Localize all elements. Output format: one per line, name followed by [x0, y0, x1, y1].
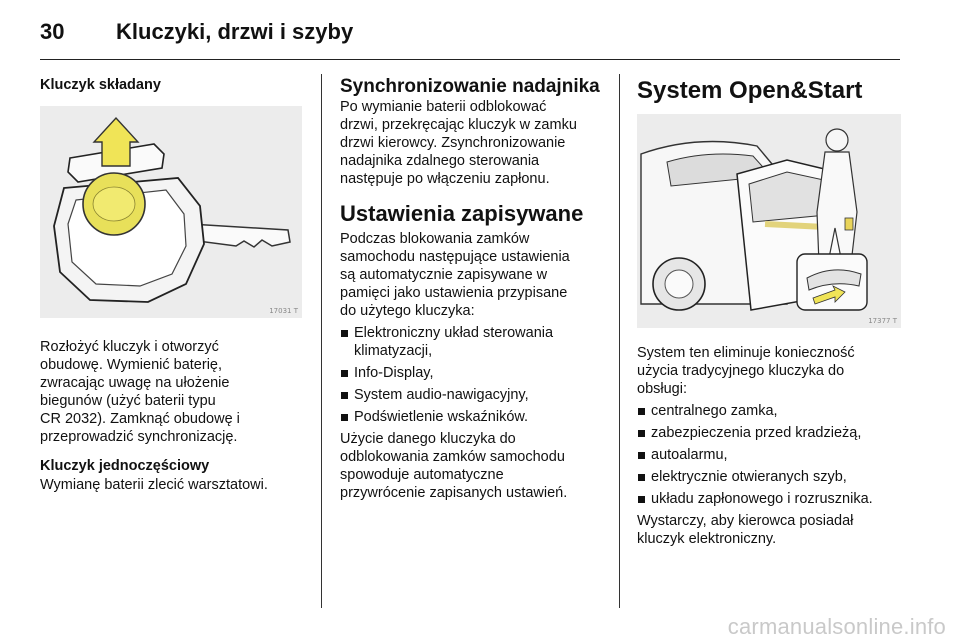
figure-number: 17377 T: [868, 317, 897, 325]
open-start-intro: System ten eliminuje konieczność użycia tradycyjnego kluczyka do obsługi:: [637, 345, 855, 397]
figure-number: 17031 T: [269, 307, 298, 315]
stored-settings-intro: Podczas blokowania zamków samochodu następujące ustawienia są automatycznie zapisywane w pamięci jako ustawienia przypisane do użytego kluczyka:: [340, 231, 570, 319]
bullet-square-icon: [638, 408, 645, 415]
bullet-square-icon: [638, 496, 645, 503]
column-3: [637, 76, 903, 548]
list-item: Elektroniczny układ sterowania klimatyzacji,: [340, 324, 604, 360]
bullet-square-icon: [638, 474, 645, 481]
bullet-square-icon: [638, 430, 645, 437]
stored-settings-outro: Użycie danego kluczyka do odblokowania zamków samochodu spowoduje automatyczne przywrócenie zapisanych ustawień.: [340, 431, 568, 501]
section-heading-single-key: Kluczyk jednoczęściowy: [40, 458, 210, 474]
list-item: elektrycznie otwieranych szyb,: [637, 468, 903, 486]
list-item: układu zapłonowego i rozrusznika.: [637, 490, 903, 508]
single-key-instructions: Wymianę baterii zlecić warsztatowi.: [40, 477, 268, 493]
column-divider: [321, 74, 322, 608]
page-title: Kluczyki, drzwi i szyby: [116, 19, 354, 44]
list-item: centralnego zamka,: [637, 402, 903, 420]
header-divider: [40, 59, 900, 60]
list-item: Podświetlenie wskaźników.: [340, 408, 604, 426]
stored-settings-list: [340, 324, 604, 426]
bullet-square-icon: [341, 392, 348, 399]
section-heading-stored-settings: Ustawienia zapisywane: [340, 201, 584, 226]
list-item: zabezpieczenia przed kradzieżą,: [637, 424, 903, 442]
list-item: System audio-nawigacyjny,: [340, 386, 604, 404]
bullet-square-icon: [638, 452, 645, 459]
section-heading-folding-key: Kluczyk składany: [40, 77, 161, 93]
page-number: 30: [40, 19, 65, 44]
column-1: [40, 76, 306, 494]
list-item: autoalarmu,: [637, 446, 903, 464]
bullet-square-icon: [341, 370, 348, 377]
column-2: [340, 76, 604, 502]
list-item: Info-Display,: [340, 364, 604, 382]
open-start-list: [637, 402, 903, 508]
bullet-square-icon: [341, 414, 348, 421]
key-battery-diagram: [40, 106, 302, 318]
column-divider: [619, 74, 620, 608]
section-heading-synchronization: Synchronizowanie nadajnika: [340, 76, 600, 97]
bullet-square-icon: [341, 330, 348, 337]
car-door-diagram: [637, 114, 901, 328]
synchronization-text: Po wymianie baterii odblokować drzwi, przekręcając kluczyk w zamku drzwi kierowcy. Zsynchronizowanie nadajnika zdalnego sterowania następuje po włączeniu zapłonu.: [340, 99, 577, 187]
folding-key-instructions: Rozłożyć kluczyk i otworzyć obudowę. Wymienić baterię, zwracając uwagę na ułożenie biegunów (użyć baterii typu CR 2032). Zamknąć obudowę i przeprowadzić synchronizację.: [40, 339, 240, 445]
folding-key-illustration: [40, 106, 302, 318]
open-start-illustration: [637, 114, 901, 328]
section-heading-open-start: System Open&Start: [637, 77, 863, 104]
open-start-outro: Wystarczy, aby kierowca posiadał kluczyk elektroniczny.: [637, 513, 854, 547]
watermark: carmanualsonline.info: [727, 614, 946, 639]
